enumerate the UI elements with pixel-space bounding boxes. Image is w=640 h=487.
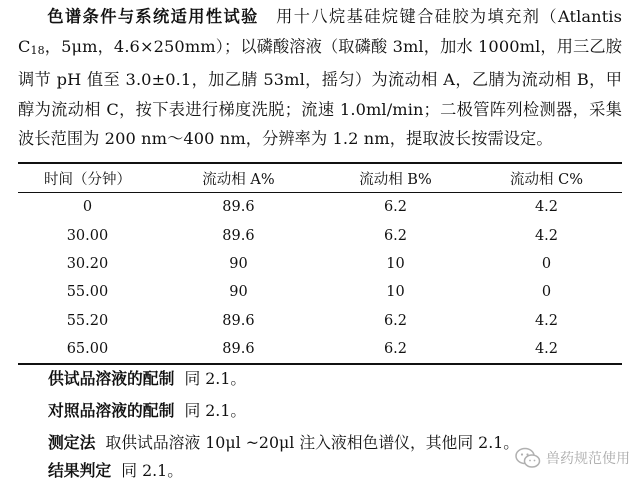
cell-phase-b: 10: [386, 284, 405, 301]
section-heading: 色谱条件与系统适用性试验: [46, 7, 259, 26]
cell-phase-b: 6.2: [383, 199, 408, 216]
table-row: [18, 335, 622, 363]
table-header-row: [18, 163, 622, 193]
result-line: [48, 460, 183, 482]
cell-phase-a: 90: [229, 255, 248, 272]
reference-solution-text: 同 2.1。: [184, 401, 247, 420]
reference-solution-line: [48, 400, 246, 422]
table-row: [18, 250, 622, 278]
cell-time: 55.20: [66, 312, 109, 329]
cell-time: 55.00: [66, 284, 109, 301]
cell-phase-c: 4.2: [534, 341, 559, 358]
header-time: 时间（分钟）: [43, 171, 131, 188]
cell-phase-b: 6.2: [383, 312, 408, 329]
cell-phase-a: 89.6: [222, 199, 255, 216]
cell-phase-a: 89.6: [222, 341, 255, 358]
table-row: [18, 221, 622, 249]
gradient-table: [18, 163, 622, 363]
sample-solution-label: 供试品溶液的配制: [48, 369, 175, 388]
cell-phase-a: 89.6: [222, 227, 255, 244]
wechat-icon: [515, 447, 541, 469]
cell-phase-b: 10: [386, 255, 405, 272]
cell-time: 0: [82, 199, 93, 216]
header-phase-a: 流动相 A%: [202, 171, 275, 188]
procedure-label: 测定法: [48, 433, 96, 452]
sample-solution-text: 同 2.1。: [184, 369, 247, 388]
method-paragraph: [18, 2, 622, 154]
cell-phase-c: 4.2: [534, 199, 559, 216]
cell-time: 65.00: [66, 341, 109, 358]
result-label: 结果判定: [48, 461, 112, 480]
table-row: [18, 278, 622, 306]
subscript-18: 18: [30, 43, 45, 57]
paragraph-text-1: 用十八烷基硅烷键合硅胶为填充剂（Atlantis C: [18, 7, 622, 56]
cell-time: 30.00: [66, 227, 109, 244]
paragraph-text-2: ，5μm，4.6×250mm）；以磷酸溶液（取磷酸 3ml，加水 1000ml，用三乙胺调节 pH 值至 3.0±0.1，加乙腈 53ml，摇匀）为流动相 A，乙腈为流动相 B，甲醇为流动相 C，按下表进行梯度洗脱；流速 1.0ml/min；二极管阵列检测器，采集波长范围为 200 nm～400 nm，分辨率为 1.2 nm，提取波长按需设定。: [18, 36, 622, 148]
reference-solution-label: 对照品溶液的配制: [48, 401, 175, 420]
cell-phase-c: 0: [541, 255, 552, 272]
procedure-line: [48, 432, 519, 454]
cell-phase-c: 0: [541, 284, 552, 301]
header-phase-b: 流动相 B%: [359, 171, 432, 188]
cell-phase-a: 90: [229, 284, 248, 301]
header-phase-c: 流动相 C%: [510, 171, 583, 188]
procedure-text: 取供试品溶液 10μl ~20μl 注入液相色谱仪，其他同 2.1。: [105, 433, 520, 452]
cell-time: 30.20: [66, 255, 109, 272]
cell-phase-c: 4.2: [534, 227, 559, 244]
cell-phase-b: 6.2: [383, 341, 408, 358]
watermark: [515, 447, 630, 469]
table-row: [18, 307, 622, 335]
watermark-text: 兽药规范使用: [546, 451, 630, 467]
result-text: 同 2.1。: [121, 461, 183, 480]
sample-solution-line: [48, 368, 246, 390]
cell-phase-b: 6.2: [383, 227, 408, 244]
table-row: [18, 193, 622, 221]
cell-phase-c: 4.2: [534, 312, 559, 329]
cell-phase-a: 89.6: [222, 312, 255, 329]
